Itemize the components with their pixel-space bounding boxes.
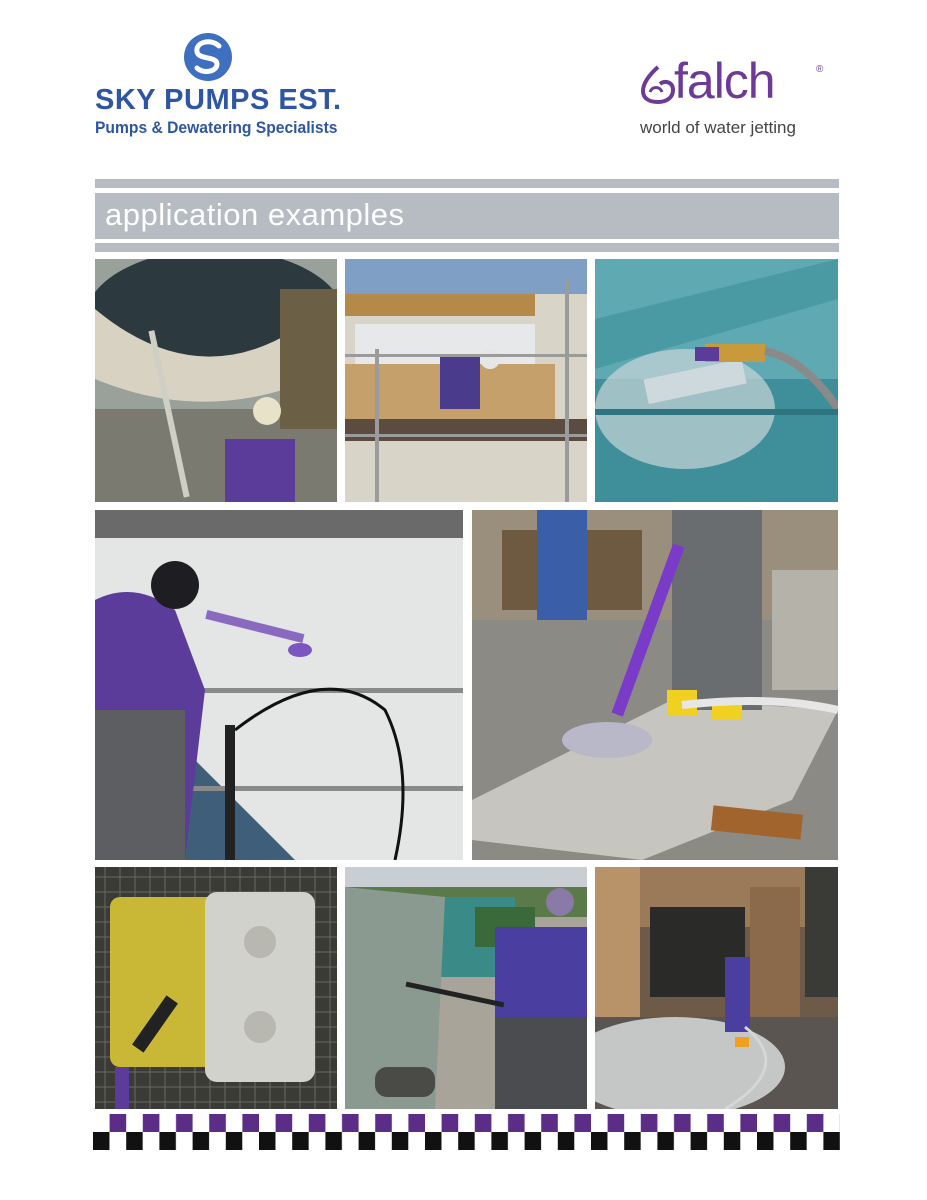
falch-registered-mark: ® [816, 64, 824, 75]
photo-hull-cleaning [95, 259, 337, 502]
falch-logo [638, 53, 838, 145]
sky-pumps-logo [95, 32, 365, 144]
sky-pumps-name: SKY PUMPS EST. [95, 84, 342, 116]
falch-tagline: world of water jetting [640, 118, 796, 137]
banner-bottom-rule [95, 243, 839, 252]
photo-machine-cleaning [345, 867, 587, 1109]
photo-wall-lance [95, 510, 463, 860]
photo-engine-part [95, 867, 337, 1109]
section-banner [95, 193, 839, 239]
photo-surface-cleaner [472, 510, 838, 860]
photo-stable-cleaning [595, 867, 838, 1109]
falch-name: falch [674, 53, 775, 109]
page-title: application examples [105, 197, 405, 232]
checker-pattern-footer [93, 1114, 840, 1150]
banner-top-rule [95, 179, 839, 188]
falch-drop-icon [638, 64, 678, 104]
photo-scaffold-facade [345, 259, 587, 502]
sky-pumps-tagline: Pumps & Dewatering Specialists [95, 118, 338, 137]
sky-pumps-swirl-icon [183, 32, 233, 82]
photo-tank-nozzle [595, 259, 838, 502]
